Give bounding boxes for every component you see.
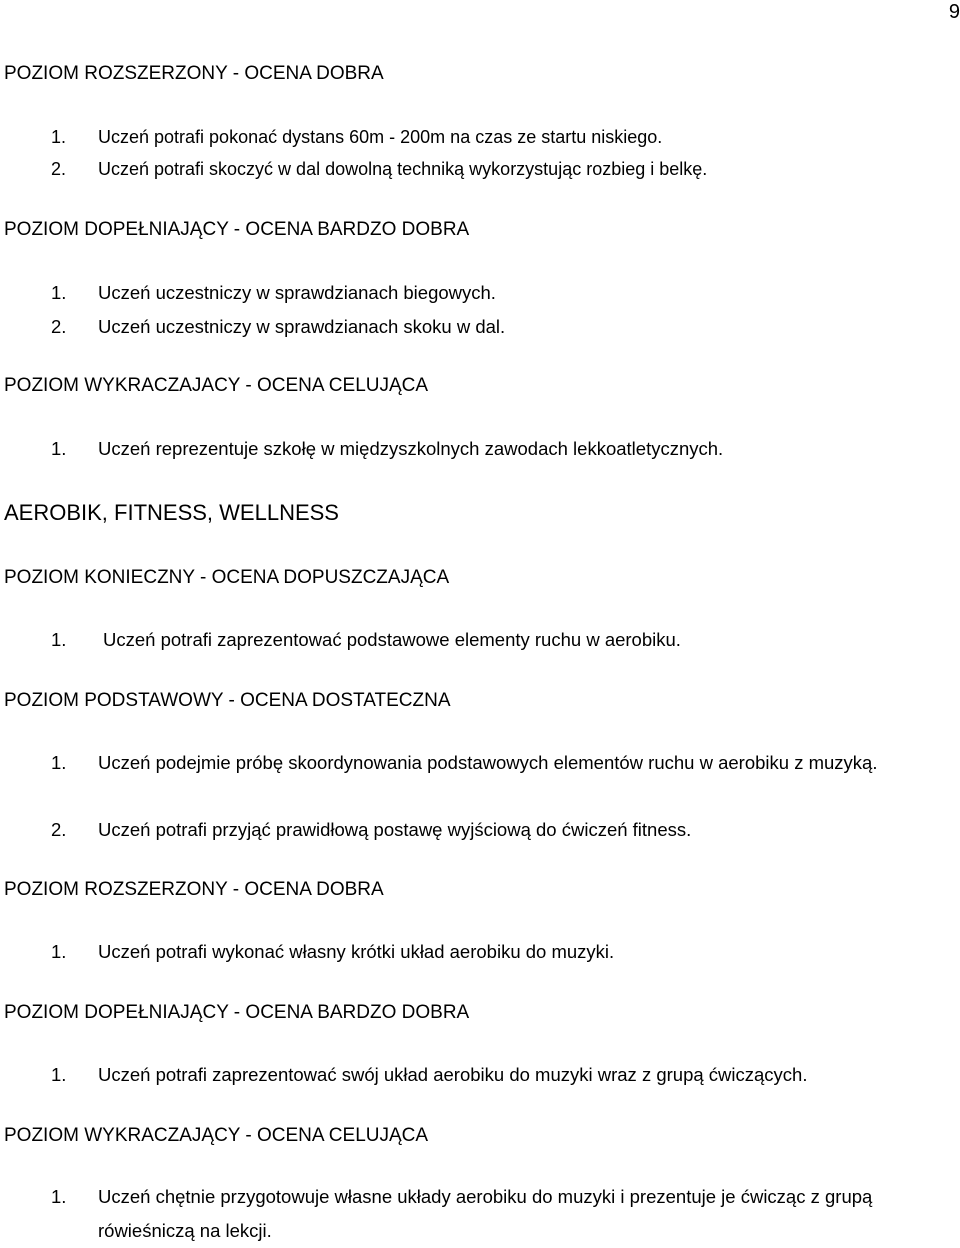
item-number: 1. [51, 1064, 67, 1085]
list-item [51, 1180, 960, 1248]
item-text: Uczeń potrafi wykonać własny krótki układ aerobiku do muzyki. [98, 941, 615, 962]
list-item [51, 813, 960, 847]
item-number: 1. [51, 752, 67, 773]
item-text: Uczeń uczestniczy w sprawdzianach skoku w dal. [98, 316, 506, 337]
level-heading: POZIOM DOPEŁNIAJĄCY - OCENA BARDZO DOBRA [4, 219, 470, 240]
section-title: AEROBIK, FITNESS, WELLNESS [4, 500, 339, 525]
item-text: Uczeń reprezentuje szkołę w międzyszkolnych zawodach lekkoatletycznych. [98, 438, 724, 459]
item-number: 1. [51, 1186, 67, 1207]
item-text: Uczeń potrafi zaprezentować podstawowe elementy ruchu w aerobiku. [103, 629, 681, 650]
level-heading: POZIOM DOPEŁNIAJĄCY - OCENA BARDZO DOBRA [4, 1002, 470, 1023]
list-item [51, 276, 960, 310]
item-text: Uczeń potrafi przyjąć prawidłową postawę wyjściową do ćwiczeń fitness. [98, 819, 692, 840]
level-heading: POZIOM WYKRACZAJĄCY - OCENA CELUJĄCA [4, 1125, 429, 1146]
item-number: 2. [51, 159, 67, 179]
level-heading: POZIOM ROZSZERZONY - OCENA DOBRA [4, 63, 384, 84]
item-text: Uczeń podejmie próbę skoordynowania podstawowych elementów ruchu w aerobiku z muzyką. [98, 752, 878, 773]
list-item [51, 623, 960, 657]
item-number: 1. [51, 282, 67, 303]
list-item [51, 432, 960, 466]
item-text: Uczeń potrafi pokonać dystans 60m - 200m na czas ze startu niskiego. [98, 127, 663, 147]
level-heading: POZIOM ROZSZERZONY - OCENA DOBRA [4, 879, 384, 900]
item-text: Uczeń chętnie przygotowuje własne układy aerobiku do muzyki i prezentuje je ćwicząc z grupą rówieśniczą na lekcji. [98, 1186, 873, 1241]
item-number: 2. [51, 316, 67, 337]
list-item [51, 1058, 960, 1092]
item-number: 2. [51, 819, 67, 840]
item-number: 1. [51, 941, 67, 962]
page-number: 9 [948, 1, 960, 23]
item-text: Uczeń potrafi skoczyć w dal dowolną techniką wykorzystując rozbieg i belkę. [98, 159, 708, 179]
item-text: Uczeń uczestniczy w sprawdzianach biegowych. [98, 282, 496, 303]
item-text: Uczeń potrafi zaprezentować swój układ aerobiku do muzyki wraz z grupą ćwiczących. [98, 1064, 808, 1085]
list-item [51, 310, 960, 344]
item-number: 1. [51, 629, 67, 650]
list-item [51, 935, 960, 969]
level-heading: POZIOM KONIECZNY - OCENA DOPUSZCZAJĄCA [4, 567, 450, 588]
list-item [51, 120, 960, 154]
item-number: 1. [51, 438, 67, 459]
level-heading: POZIOM PODSTAWOWY - OCENA DOSTATECZNA [4, 690, 451, 711]
item-number: 1. [51, 127, 67, 147]
list-item [51, 152, 960, 186]
list-item [51, 746, 960, 780]
level-heading: POZIOM WYKRACZAJACY - OCENA CELUJĄCA [4, 375, 429, 396]
